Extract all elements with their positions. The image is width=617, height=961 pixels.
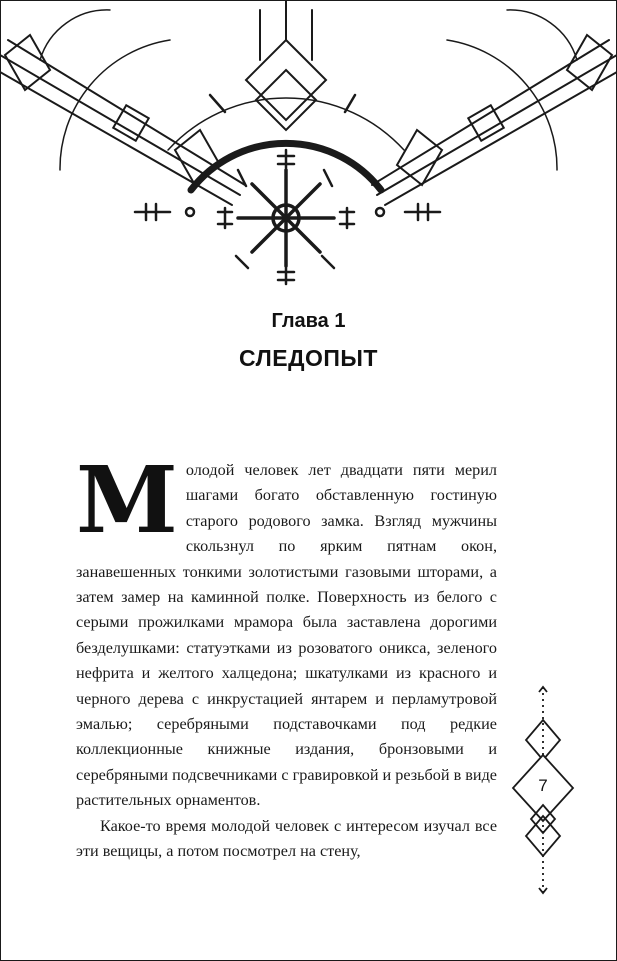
paragraph-1-text: олодой человек лет двадцати пяти мерил шагами богато обставленную гостиную старого родового замка. Взгляд мужчины скользнул по ярким пятнам окон, занавешенных тонкими золотистыми газовыми шторами, а затем замер на каминной полке. Поверхность из белого с серыми прожилками мрамора была заставлена дорогими безделушками: статуэтками из розоватого оникса, зеленого нефрита и желтого халцедона; шкатулками из красного и черного дерева с инкрустацией янтарем и перламутровой эмалью; серебряными подставочками под редкие коллекционные книжные издания, бронзовыми и серебряными подсвечниками с гравировкой и резьбой в виде растительных орнаментов. <box>76 461 497 810</box>
chapter-label: Глава 1 <box>271 310 346 332</box>
body-text <box>76 446 497 865</box>
paragraph-1 <box>76 446 497 814</box>
paragraph-2: Какое-то время молодой человек с интересом изучал все эти вещицы, а потом посмотрел на стену, <box>76 816 497 861</box>
drop-cap: М <box>76 446 178 554</box>
vegvisir-compass-icon <box>0 0 617 300</box>
chapter-title: СЛЕДОПЫТ <box>239 345 378 371</box>
page-number: 7 <box>538 776 548 795</box>
